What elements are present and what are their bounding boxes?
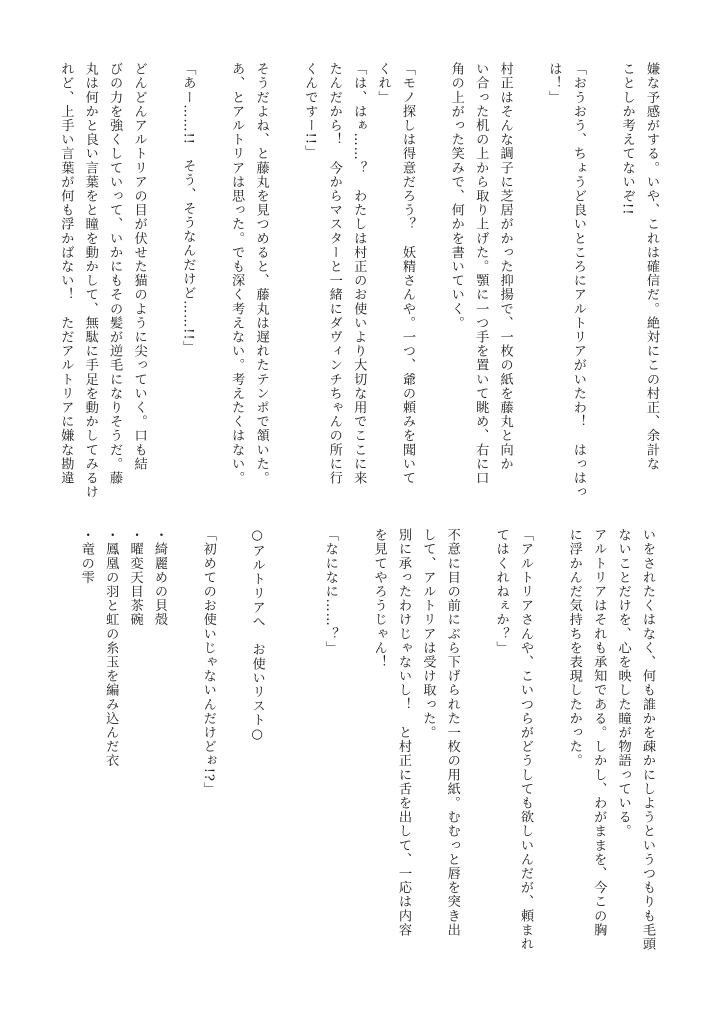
text-line: ・竜の雫: [78, 528, 94, 585]
text-line: あ、とアルトリアは思った。でも深く考えない。考えたくはない。: [229, 62, 245, 485]
text-line: に浮かんだ気持ちを表現したかった。: [566, 528, 582, 768]
text-line: 村正はそんな調子に芝居がかった抑揚で、一枚の紙を藤丸と向か: [497, 62, 513, 471]
text-line: ・曜変天目茶碗: [127, 528, 143, 627]
text-line: ことしか考えてないぞ!!: [619, 62, 635, 216]
blank-line: [590, 62, 614, 502]
blank-line: [464, 528, 488, 968]
text-line: して、アルトリアは受け取った。: [420, 528, 436, 740]
text-line: 「おうおう、ちょうど良いところにアルトリアがいたわ！ はっはっ: [570, 62, 586, 500]
blank-line: [171, 528, 195, 968]
blank-line: [220, 528, 244, 968]
text-line: たんだから！ 今からマスターと一緒にダヴィンチちゃんの所に行: [326, 62, 342, 485]
text-line: 角の上がった笑みで、何かを書いていく。: [448, 62, 464, 330]
text-line: 「あー……!! そう、そうなんだけど……!!」: [180, 62, 196, 355]
blank-line: [342, 528, 366, 968]
text-line: 丸は何かと良い言葉をと瞳を動かして、無駄に手足を動かしてみるけ: [82, 62, 98, 500]
lower-text-block: [73, 528, 659, 968]
blank-line: [419, 62, 443, 502]
text-line: ○アルトリアへ お使いリスト○: [249, 528, 265, 744]
text-line: 「初めてのお使いじゃないんだけどぉ!?」: [200, 528, 216, 796]
text-line: アルトリアはそれも承知である。しかし、わがままを、今この胸: [591, 528, 607, 937]
text-line: くんですー!!」: [302, 62, 318, 159]
text-line: 不意に目の前にぶら下げられた一枚の用紙。むむっと唇を突き出: [444, 528, 460, 937]
text-line: 「なになに……？」: [322, 528, 338, 655]
text-line: い合った机の上から取り上げた。顎に一つ手を置いて眺め、右に口: [473, 62, 489, 485]
blank-line: [199, 62, 223, 502]
upper-text-block: [53, 62, 663, 502]
text-line: ないことだけを、心を映した瞳が物語っている。: [615, 528, 631, 839]
text-line: いをされたくはなく、何も誰かを疎かにしようというつもりも毛頭: [640, 528, 655, 951]
text-line: れど、上手い言葉が何も浮かばない！ ただアルトリアに嫌な勘違: [58, 62, 74, 485]
blank-line: [151, 62, 175, 502]
blank-line: [537, 528, 561, 968]
text-line: を見てやろうじゃん！: [371, 528, 387, 669]
text-line: 「モノ探しは得意だろう？ 妖精さんや。一つ、爺の頼みを聞いて: [399, 62, 415, 485]
text-line: ・鳳凰の羽と虹の糸玉を編み込んだ衣: [103, 528, 119, 768]
text-line: くれ」: [375, 62, 391, 105]
text-line: どんどんアルトリアの目が伏せた猫のように尖っていく。口も結: [131, 62, 147, 471]
text-line: そうだよね、と藤丸を見つめると、藤丸は遅れたテンポで頷いた。: [253, 62, 269, 485]
text-line: 「アルトリアさんや、こいつらがどうしても欲しいんだが、頼まれ: [517, 528, 533, 951]
text-line: は！」: [546, 62, 562, 105]
blank-line: [269, 528, 293, 968]
text-line: 別に承ったわけじゃないし！ と村正に舌を出して、一応は内容: [395, 528, 411, 937]
text-line: ・綺麗めの貝殻: [151, 528, 167, 627]
text-line: 嫌な予感がする。いや、これは確信だ。絶対にこの村正、余計な: [644, 62, 659, 471]
text-line: びの力を強くしていって、いかにもその髪が逆毛になりそうだ。藤: [107, 62, 123, 485]
blank-line: [273, 62, 297, 502]
text-line: てはくれねぇか？」: [493, 528, 509, 655]
blank-line: [293, 528, 317, 968]
blank-line: [517, 62, 541, 502]
text-line: 「は、はぁ……？ わたしは村正のお使いより大切な用でここに来: [351, 62, 367, 485]
